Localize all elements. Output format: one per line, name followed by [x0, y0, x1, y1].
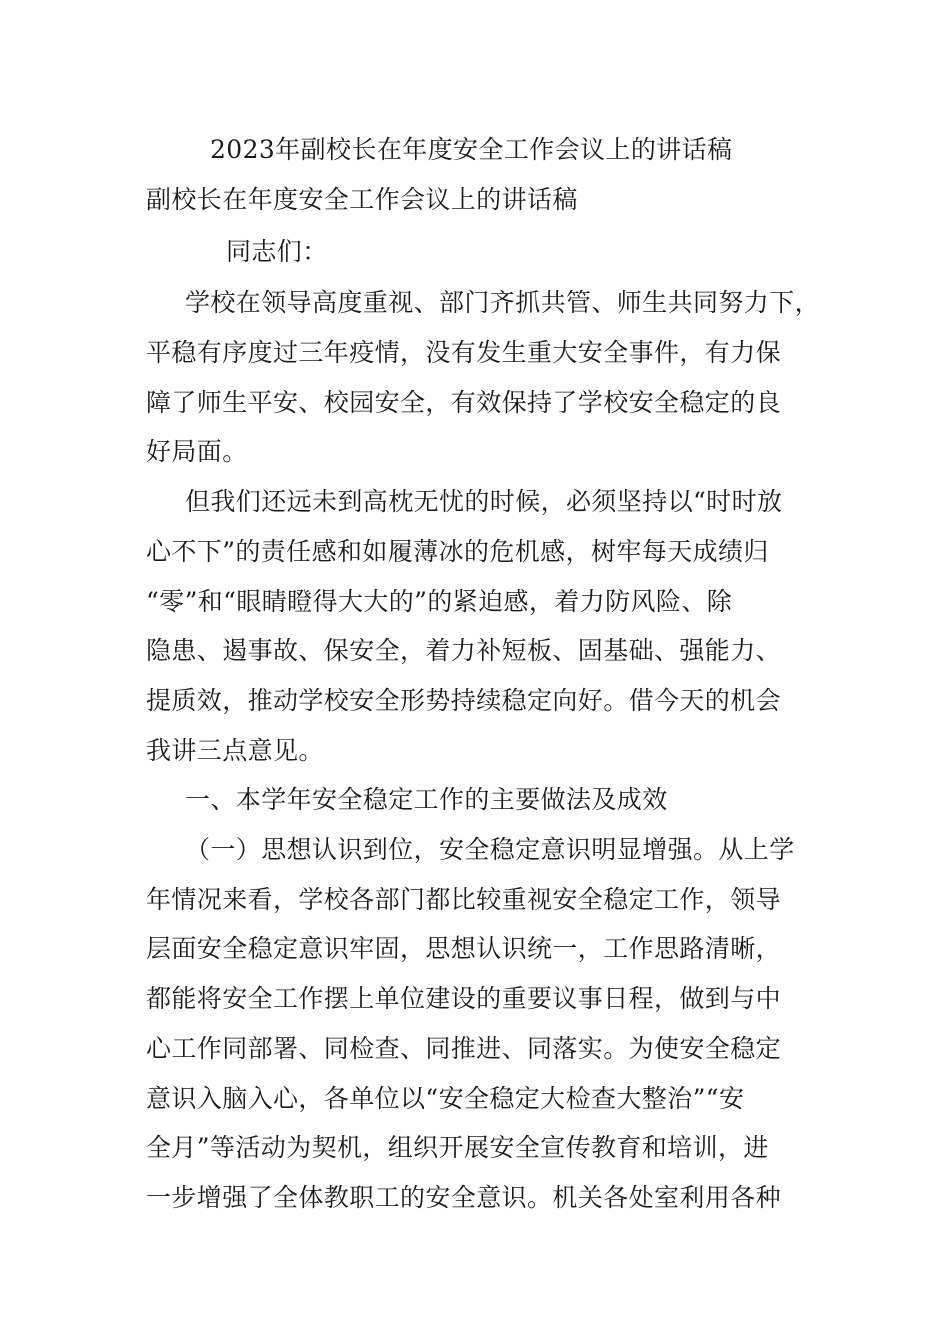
- text-line: 意识入脑入心，各单位以“安全稳定大检查大整治”“安: [146, 1084, 745, 1113]
- text-line: 心不下”的责任感和如履薄冰的危机感，树牢每天成绩归: [146, 537, 769, 566]
- text-line: 障了师生平安、校园安全，有效保持了学校安全稳定的良: [146, 388, 782, 417]
- text-line: 提质效，推动学校安全形势持续稳定向好。借今天的机会: [146, 686, 782, 715]
- text-line: 我讲三点意见。: [146, 736, 324, 765]
- text-line: 心工作同部署、同检查、同推进、同落实。为使安全稳定: [146, 1034, 782, 1063]
- document-subtitle: 副校长在年度安全工作会议上的讲话稿: [146, 185, 578, 214]
- document-title: 2023年副校长在年度安全工作会议上的讲话稿: [210, 135, 733, 164]
- text-line: 都能将安全工作摆上单位建设的重要议事日程，做到与中: [146, 984, 782, 1013]
- section-heading: 一、本学年安全稳定工作的主要做法及成效: [185, 785, 668, 814]
- text-line: 好局面。: [146, 437, 248, 466]
- text-line: 学校在领导高度重视、部门齐抓共管、师生共同努力下，: [185, 288, 821, 317]
- text-line: （一）思想认识到位，安全稳定意识明显增强。从上学: [185, 835, 795, 864]
- text-line: 全月”等活动为契机，组织开展安全宣传教育和培训，进: [146, 1133, 769, 1162]
- text-line: 层面安全稳定意识牢固，思想认识统一，工作思路清晰，: [146, 934, 782, 963]
- text-line: 一步增强了全体教职工的安全意识。机关各处室利用各种: [146, 1183, 782, 1212]
- text-line: “零”和“眼睛瞪得大大的”的紧迫感，着力防风险、除: [146, 587, 733, 616]
- text-line: 但我们还远未到高枕无忧的时候，必须坚持以“时时放: [185, 487, 783, 516]
- text-line: 年情况来看，学校各部门都比较重视安全稳定工作，领导: [146, 885, 782, 914]
- text-line: 隐患、遏事故、保安全，着力补短板、固基础、强能力、: [146, 636, 782, 665]
- text-line: 平稳有序度过三年疫情，没有发生重大安全事件，有力保: [146, 338, 782, 367]
- greeting: 同志们：: [226, 237, 328, 266]
